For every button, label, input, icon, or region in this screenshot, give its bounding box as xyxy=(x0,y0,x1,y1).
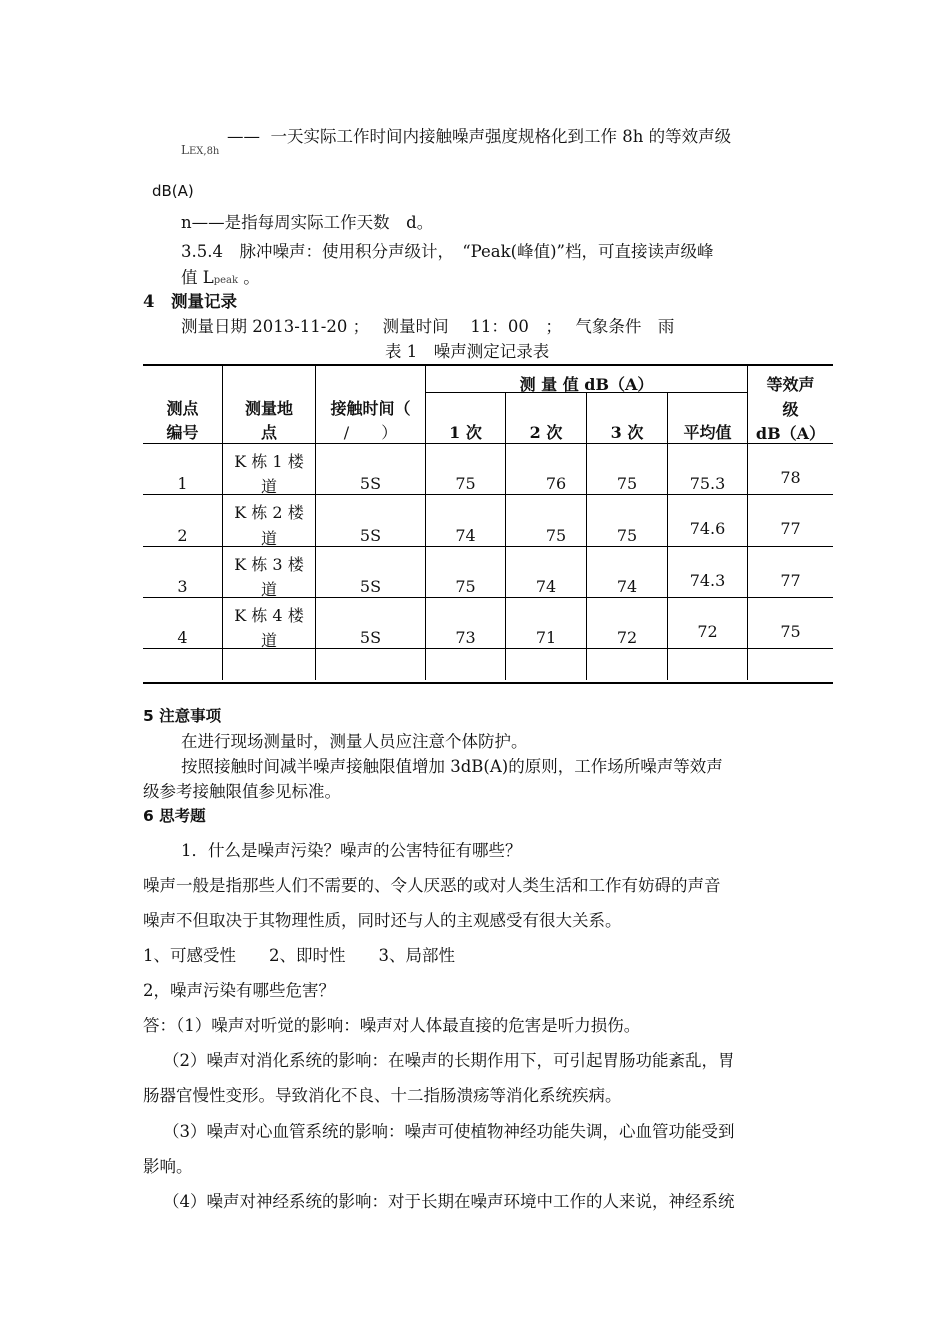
table-row-1-avg: 75.3 xyxy=(668,444,748,495)
table-row-4-id: 4 xyxy=(143,598,223,649)
table-row-1-m3: 75 xyxy=(587,444,668,495)
table-row-empty xyxy=(143,649,223,680)
table-row-3-time: 5S xyxy=(316,547,426,598)
header-point: 测点 编号 xyxy=(143,366,223,444)
answer-1-line2: 噪声不但取决于其物理性质，同时还与人的主观感受有很大关系。 xyxy=(143,911,622,930)
answer-2-item-2-line2: 肠器官慢性变形。导致消化不良、十二指肠溃疡等消化系统疾病。 xyxy=(143,1086,622,1105)
answer-2-item-1: 答：（1）噪声对听觉的影响：噪声对人体最直接的危害是听力损伤。 xyxy=(143,1016,641,1035)
answer-2-item-4-line1: （4）噪声对神经系统的影响：对于长期在噪声环境中工作的人来说，神经系统 xyxy=(163,1192,735,1211)
table-row-1-m1: 75 xyxy=(426,444,506,495)
table-cell-empty xyxy=(587,649,668,680)
table-row-3-m2: 74 xyxy=(506,547,587,598)
table-row-4-m3: 72 xyxy=(587,598,668,649)
header-1st: 1 次 xyxy=(426,393,506,444)
table-cell-empty xyxy=(748,649,833,680)
formula-unit: dB(A) xyxy=(152,182,194,200)
formula-definition: —— 一天实际工作时间内接触噪声强度规格化到工作 8h 的等效声级 xyxy=(227,127,732,146)
section-3-5-4-line1: 3.5.4 脉冲噪声：使用积分声级计， “Peak(峰值)”档，可直接读声级峰 xyxy=(181,242,714,261)
answer-2-item-2-line1: （2）噪声对消化系统的影响：在噪声的长期作用下，可引起胃肠功能紊乱，胃 xyxy=(163,1051,735,1070)
table-row-4-m1: 73 xyxy=(426,598,506,649)
table-row-1-location: K 栋 1 楼 道 xyxy=(223,444,316,495)
table-cell-empty xyxy=(223,649,316,680)
header-3rd: 3 次 xyxy=(587,393,668,444)
noise-table xyxy=(143,364,833,684)
table-row-4-avg: 72 xyxy=(668,598,748,649)
table-cell-empty xyxy=(506,649,587,680)
table-cell-empty xyxy=(316,649,426,680)
table-row-3-eq: 77 xyxy=(748,547,833,598)
table-row-4-time: 5S xyxy=(316,598,426,649)
table-row-1-time: 5S xyxy=(316,444,426,495)
section-5-p2-line2: 级参考接触限值参见标准。 xyxy=(143,782,341,801)
answer-1-line1: 噪声一般是指那些人们不需要的、令人厌恶的或对人类生活和工作有妨碍的声音 xyxy=(143,876,721,895)
section-4-title: 4 测量记录 xyxy=(143,292,237,311)
section-3-5-4-line2: 值 Lpeak 。 xyxy=(181,268,260,287)
section-5-title: 5 注意事项 xyxy=(143,707,222,725)
table-row-2-avg: 74.6 xyxy=(668,495,748,547)
table-row-2-m1: 74 xyxy=(426,495,506,547)
table-row-4-m2: 71 xyxy=(506,598,587,649)
answer-1-features: 1、可感受性 2、即时性 3、局部性 xyxy=(143,946,455,965)
table-row-2-location: K 栋 2 楼 道 xyxy=(223,495,316,547)
table-row-3-m1: 75 xyxy=(426,547,506,598)
table-row-2-eq: 77 xyxy=(748,495,833,547)
table-cell-empty xyxy=(668,649,748,680)
question-2: 2，噪声污染有哪些危害？ xyxy=(143,981,335,1000)
header-average: 平均值 xyxy=(668,393,748,444)
table-row-4-location: K 栋 4 楼 道 xyxy=(223,598,316,649)
table-row-2-m3: 75 xyxy=(587,495,668,547)
table-row-3-location: K 栋 3 楼 道 xyxy=(223,547,316,598)
table-row-3-id: 3 xyxy=(143,547,223,598)
table-row-1-id: 1 xyxy=(143,444,223,495)
table-row-4-eq: 75 xyxy=(748,598,833,649)
table-row-1-m2: 76 xyxy=(506,444,587,495)
table-row-3-avg: 74.3 xyxy=(668,547,748,598)
formula-symbol: LEX,8h xyxy=(181,143,220,157)
answer-2-item-3-line2: 影响。 xyxy=(143,1157,193,1176)
table-row-2-time: 5S xyxy=(316,495,426,547)
n-definition: n——是指每周实际工作天数 d。 xyxy=(181,213,434,232)
table-caption: 表 1 噪声测定记录表 xyxy=(385,342,550,361)
header-measure: 测 量 值 dB（A） xyxy=(426,366,748,393)
header-location: 测量地 点 xyxy=(223,366,316,444)
header-time: 接触时间（ / ） xyxy=(316,366,426,444)
table-row-2-m2: 75 xyxy=(506,495,587,547)
question-1: 1．什么是噪声污染？噪声的公害特征有哪些？ xyxy=(181,841,522,860)
section-5-p2-line1: 按照接触时间减半噪声接触限值增加 3dB(A)的原则，工作场所噪声等效声 xyxy=(181,757,723,776)
measurement-info: 测量日期 2013-11-20 ； 测量时间 11：00 ； 气象条件 雨 xyxy=(181,317,675,336)
section-5-p1: 在进行现场测量时，测量人员应注意个体防护。 xyxy=(181,732,528,751)
answer-2-item-3-line1: （3）噪声对心血管系统的影响：噪声可使植物神经功能失调，心血管功能受到 xyxy=(163,1122,735,1141)
header-2nd: 2 次 xyxy=(506,393,587,444)
header-equivalent: 等效声 级 dB（A） xyxy=(748,366,833,444)
table-row-3-m3: 74 xyxy=(587,547,668,598)
table-cell-empty xyxy=(426,649,506,680)
table-row-1-eq: 78 xyxy=(748,444,833,495)
section-6-title: 6 思考题 xyxy=(143,807,206,825)
table-row-2-id: 2 xyxy=(143,495,223,547)
